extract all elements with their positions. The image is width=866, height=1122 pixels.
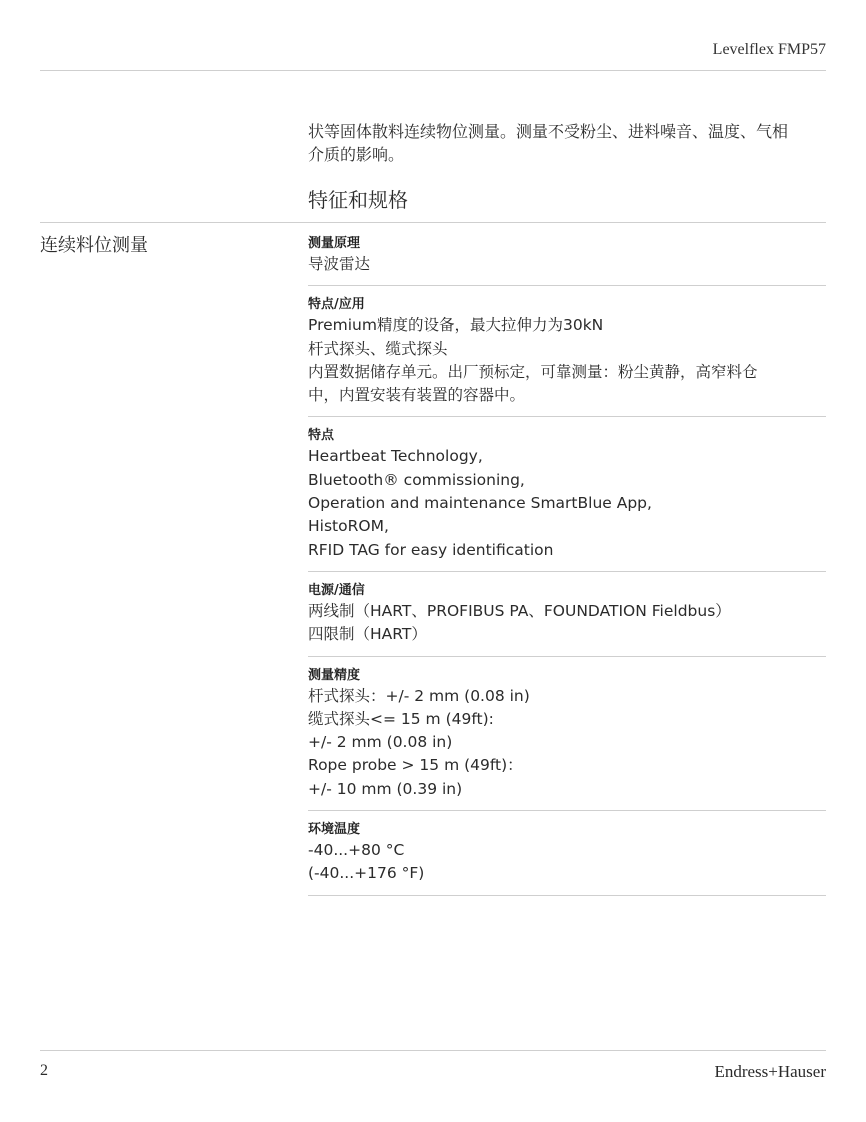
spec-line: 缆式探头<= 15 m (49ft): [308,709,494,728]
spec-line: Bluetooth® commissioning, [308,470,525,489]
spec-line: 内置数据储存单元。出厂预标定，可靠测量：粉尘黄静，高窄料仓 [308,362,758,381]
spec-line: 杆式探头、缆式探头 [308,339,448,358]
spec-title: 特点/应用 [308,297,365,313]
spec-table [308,225,826,896]
section-divider [40,222,826,223]
spec-line: (-40...+176 °F) [308,864,425,883]
brand-name: Endress+Hauser [714,1062,826,1081]
spec-line: Premium精度的设备，最大拉伸力为30kN [308,316,604,335]
intro-paragraph [308,120,828,166]
spec-title: 测量原理 [308,236,361,251]
spec-line: +/- 2 mm (0.08 in) [308,733,453,752]
spec-line: Operation and maintenance SmartBlue App, [308,494,652,513]
page-number: 2 [40,1062,48,1079]
spec-title: 测量精度 [308,667,361,683]
spec-power-communication [308,572,826,657]
section-title: 特征和规格 [308,188,408,212]
header-divider [40,70,826,71]
spec-title: 特点 [308,428,335,444]
footer-divider [40,1050,826,1051]
spec-application [308,286,826,417]
intro-line: 介质的影响。 [308,145,405,164]
intro-line: 状等固体散料连续物位测量。测量不受粉尘、进料噪音、温度、气相 [308,122,789,141]
spec-accuracy [308,657,826,811]
document-header-title: Levelflex FMP57 [712,41,826,58]
spec-line: HistoROM, [308,517,389,536]
spec-line: 四限制（HART） [308,625,427,644]
spec-line: 中，内置安装有装置的容器中。 [308,386,526,405]
spec-line: +/- 10 mm (0.39 in) [308,779,463,798]
spec-ambient-temperature [308,811,826,896]
spec-measuring-principle [308,225,826,286]
spec-title: 环境温度 [308,822,361,838]
spec-line: 两线制（HART、PROFIBUS PA、FOUNDATION Fieldbus） [308,601,731,620]
spec-line: -40...+80 °C [308,841,405,860]
category-label: 连续料位测量 [40,235,148,256]
spec-line: Heartbeat Technology, [308,447,483,466]
spec-line: 杆式探头：+/- 2 mm (0.08 in) [308,686,530,705]
spec-line: 导波雷达 [308,255,371,273]
spec-line: RFID TAG for easy identification [308,540,554,559]
spec-features [308,417,826,571]
spec-line: Rope probe > 15 m (49ft)： [308,756,523,775]
spec-title: 电源/通信 [308,582,365,598]
